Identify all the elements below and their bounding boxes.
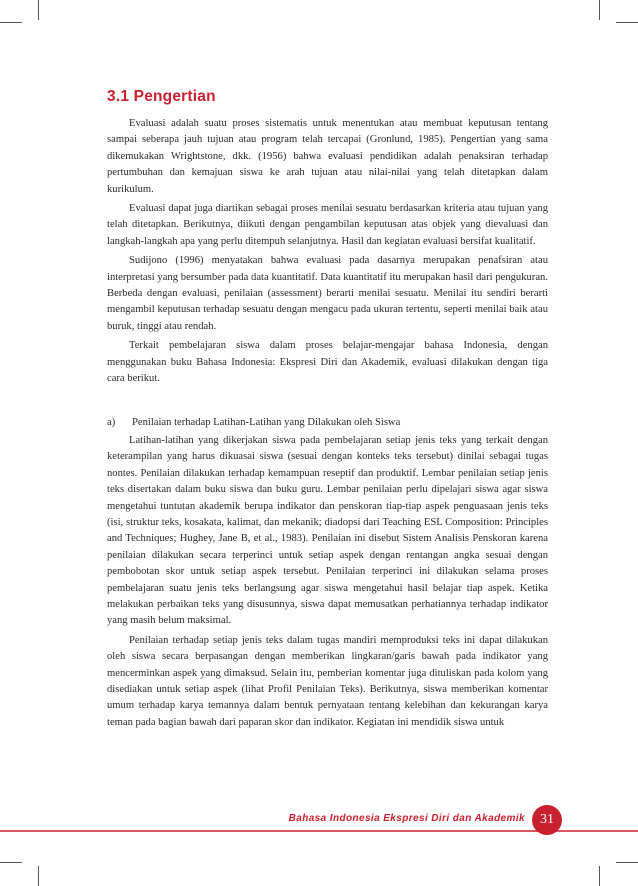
crop-mark <box>599 0 600 20</box>
crop-mark <box>38 0 39 20</box>
crop-mark <box>0 22 22 23</box>
crop-mark <box>599 866 600 886</box>
subsection-number: a) <box>107 416 116 428</box>
footer-rule <box>0 830 638 832</box>
page-content <box>107 88 548 734</box>
page-number: 31 <box>532 805 562 835</box>
paragraph: Evaluasi dapat juga diartikan sebagai proses menilai sesuatu berdasarkan kriteria atau tujuan yang telah ditetapkan. Berikutnya, diikuti dengan pengambilan keputusan atas objek yang dievaluasi dan langkah-langkah apa yang perlu ditempuh selanjutnya. Hasil dan kegiatan evaluasi bersifat kualitatif. <box>107 203 548 247</box>
footer-book-title: Bahasa Indonesia Ekspresi Diri dan Akademik <box>288 813 525 824</box>
page-footer <box>0 803 638 833</box>
subsection-heading <box>107 415 548 431</box>
paragraph: Penilaian terhadap setiap jenis teks dalam tugas mandiri memproduksi teks ini dapat dilakukan oleh siswa secara berpasangan dengan memberikan lingkaran/garis bawah pada indikator yang mencerminkan aspek yang dimaksud. Selain itu, pemberian komentar juga dituliskan pada kolom yang disediakan untuk setiap aspek (lihat Profil Penilaian Teks). Berikutnya, siswa memberikan komentar umum terhadap karya temannya dalam bentuk pernyataan tentang kelebihan dan kekurangan karya teman pada bagian bawah dari paparan skor dan indikator. Kegiatan ini mendidik siswa untuk <box>107 634 548 728</box>
paragraph: Sudijono (1996) menyatakan bahwa evaluasi pada dasarnya merupakan penafsiran atau interpretasi yang bersumber pada data kuantitatif. Data kuantitatif itu merupakan hasil dari pengukuran. Berbeda dengan evaluasi, penilaian (assessment) berarti menilai sesuatu. Menilai itu sendiri berarti mengambil keputusan terhadap sesuatu dengan mengacu pada ukuran tertentu, seperti menilai baik atau buruk, tinggi atau rendah. <box>107 255 548 332</box>
subsection-title: Penilaian terhadap Latihan-Latihan yang Dilakukan oleh Siswa <box>132 416 401 428</box>
section-title: 3.1 Pengertian <box>107 88 216 105</box>
crop-mark <box>38 866 39 886</box>
paragraph: Terkait pembelajaran siswa dalam proses belajar-mengajar bahasa Indonesia, dengan menggunakan buku Bahasa Indonesia: Ekspresi Diri dan Akademik, evaluasi dilakukan dengan tiga cara berikut. <box>107 340 548 385</box>
paragraph: Evaluasi adalah suatu proses sistematis untuk menentukan atau membuat keputusan tentang sampai seberapa jauh tujuan atau program telah tercapai (Gronlund, 1985). Pengertian yang sama dikemukakan Wrightstone, dkk. (1956) bahwa evaluasi pendidikan adalah penaksiran terhadap pertumbuhan dan kemajuan siswa ke arah tujuan atau nilai-nilai yang telah ditetapkan dalam kurikulum. <box>107 118 548 195</box>
paragraph: Latihan-latihan yang dikerjakan siswa pada pembelajaran setiap jenis teks yang terkait dengan keterampilan yang harus dikuasai siswa (sesuai dengan konteks teks tersebut) dinilai sebagai tugas nontes. Penilaian dilakukan terhadap kemampuan reseptif dan produktif. Lembar penilaian setiap jenis teks disertakan dalam buku siswa dan buku guru. Lembar penilaian perlu dipelajari siswa agar siswa mengetahui tuntutan akademik berupa indikator dan penskoran tiap-tiap aspek penguasaan jenis teks (isi, struktur teks, kosakata, kalimat, dan mekanik; diadopsi dari Teaching ESL Composition: Principles and Techniques; Hughey, Jane B, et al., 1983). Penilaian ini disebut Sistem Analisis Penskoran karena penilaian dilakukan secara terperinci untuk setiap aspek dengan rentangan angka sesuai dengan pembobotan skor untuk setiap aspek tersebut. Penilaian terperinci ini dilakukan selama proses pembelajaran suatu jenis teks berlangsung agar siswa mengetahui hasil belajar tiap aspek. Ketika melakukan perbaikan teks yang disusunnya, siswa dapat memusatkan perhatiannya terhadap indikator yang masih belum maksimal. <box>107 434 548 627</box>
crop-mark <box>0 862 22 863</box>
crop-mark <box>616 862 638 863</box>
crop-mark <box>616 22 638 23</box>
